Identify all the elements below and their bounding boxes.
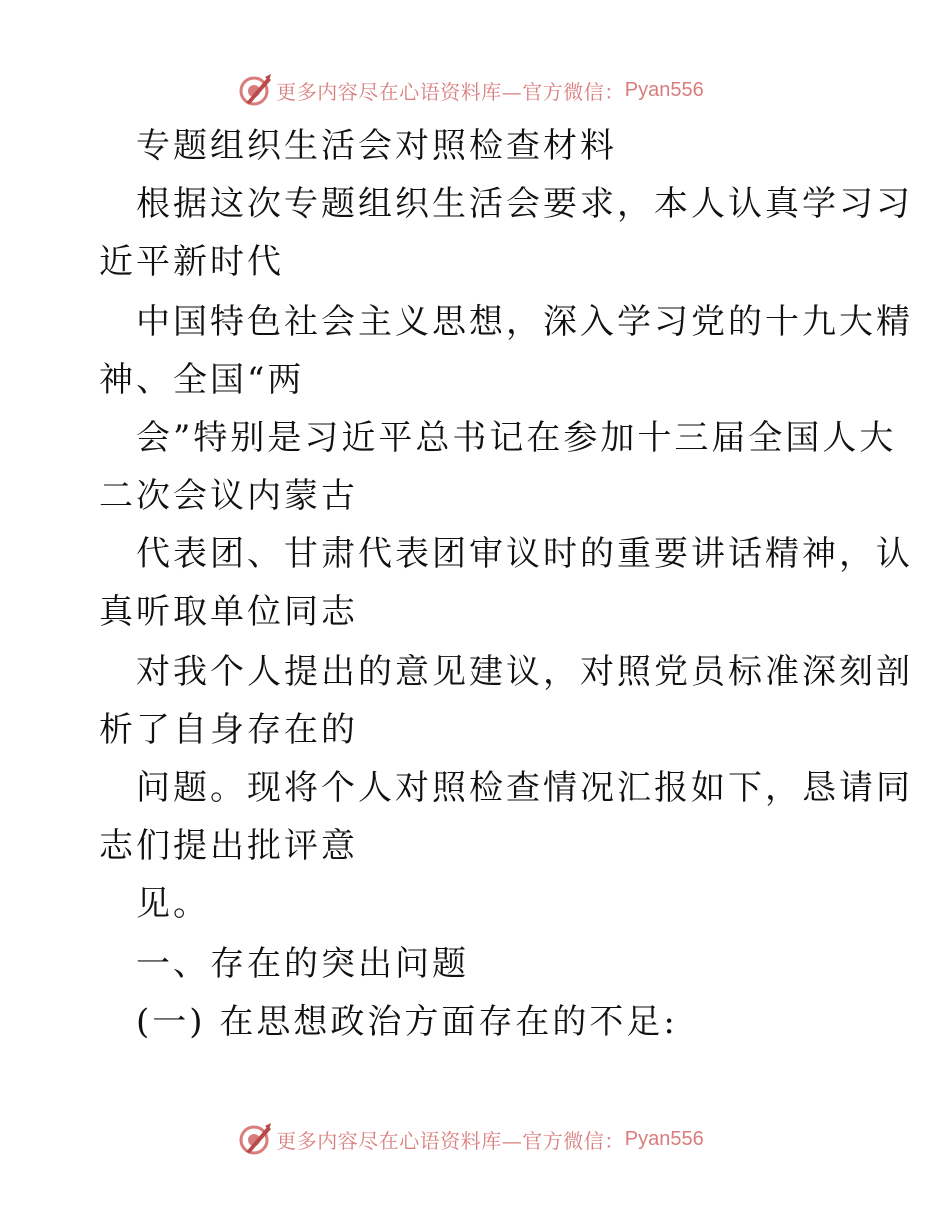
quill-seal-icon [238, 1122, 272, 1156]
paragraph-line: 中国特色社会主义思想，深入学习党的十九大精 [136, 302, 913, 342]
watermark-group [238, 1122, 703, 1156]
quill-seal-icon [238, 73, 272, 107]
watermark-banner-bottom [0, 1119, 950, 1159]
paragraph-line: 二次会议内蒙古 [99, 476, 358, 516]
paragraph-line: 近平新时代 [99, 242, 284, 282]
watermark-text: 更多内容尽在心语资料库—官方微信： [276, 1128, 625, 1153]
watermark-wechat-id: Pyan556 [624, 1127, 704, 1150]
paragraph-line: 根据这次专题组织生活会要求，本人认真学习习 [136, 184, 913, 224]
paragraph-line: 志们提出批评意 [99, 826, 358, 866]
paragraph-line: 真听取单位同志 [99, 592, 358, 632]
paragraph-line: 问题。现将个人对照检查情况汇报如下，恳请同 [136, 768, 913, 808]
paragraph-line: 神、全国“两 [99, 360, 305, 400]
paragraph-line: 见。 [136, 884, 210, 924]
subsection-heading: (一) 在思想政治方面存在的不足: [136, 1002, 678, 1042]
watermark-group [238, 73, 703, 107]
section-heading: 一、存在的突出问题 [136, 944, 469, 984]
paragraph-line: 代表团、甘肃代表团审议时的重要讲话精神，认 [136, 534, 913, 574]
paragraph-line: 对我个人提出的意见建议，对照党员标准深刻剖 [136, 652, 913, 692]
paragraph-line: 会”特别是习近平总书记在参加十三届全国人大 [136, 418, 897, 458]
watermark-wechat-id: Pyan556 [624, 78, 704, 101]
watermark-banner-top [0, 70, 950, 110]
paragraph-line: 析了自身存在的 [99, 710, 358, 750]
document-title: 专题组织生活会对照检查材料 [136, 126, 617, 166]
watermark-text: 更多内容尽在心语资料库—官方微信： [276, 79, 625, 104]
